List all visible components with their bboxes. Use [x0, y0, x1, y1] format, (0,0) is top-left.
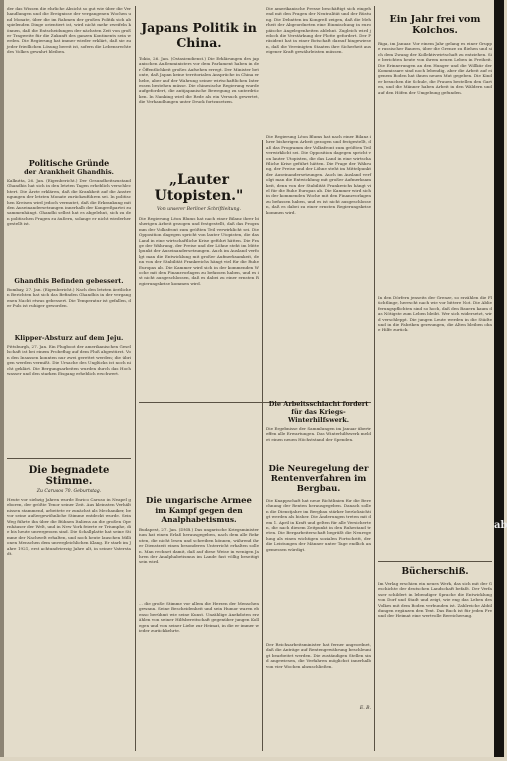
japan-headline: Japans Politik in China. — [141, 20, 257, 50]
winterhilfe-article: Die Ergebnisse der Sammlungen im Januar übertreffen alle Erwartungen. Das Winterhilfswerk meldet einen neuen Höchststand der Spenden. — [266, 426, 371, 442]
col3-article-top-cont: Die Regierung Léon Blums hat nach einer Bilanz ihrer bisherigen Arbeit gezogen und festgestellt, daß das Programm der Volksfront zum größten Teil verwirklicht sei. Die Opposition dagegen spricht von lauter Utopisten, die das Land in eine wirtschaftliche Krise geführt hätten. Die Frage der Währung, der Preise und der Löhne steht im Mittelpunkt der Auseinandersetzungen. Auch im Ausland verfolgt man die Entwicklung mit großer Aufmerksamkeit, denn von der Stabilität Frankreichs hängt viel für die Ruhe Europas ab. Die Kammer wird sich in der kommenden Woche mit den Finanzvorlagen zu befassen haben, und es ist nicht ausgeschlossen, daß es dabei zu einer ernsten Regierungskrise kommen wird. — [266, 134, 371, 215]
col4-divider — [378, 561, 492, 562]
col1-divider — [7, 458, 131, 459]
books-headline: Bücherschiß. — [401, 567, 469, 577]
right-page-edge — [494, 0, 507, 757]
bergbau-signature: E. B. — [359, 706, 371, 711]
col3-article-top: Die amerikanische Presse beschäftigt sich eingehend mit den Fragen der Neutralität und der Rüstung. Die Debatten im Kongreß zeigen, daß die Mehrheit der Abgeordneten eine Einmischung in europäische Angelegenheiten ablehnt. Zugleich wird jedoch die Verstärkung der Flotte gefordert. Der Präsident hat in einer Botschaft darauf hingewiesen, daß die Vereinigten Staaten ihre Sicherheit aus eigener Kraft gewährleisten müssen. — [266, 6, 371, 55]
kolchos-article: Riga, im Januar. Vor einem Jahr gelang es einer Gruppe russischer Bauern, über die Grenze zu fliehen und sich dem Zwang der Kollektivwirtschaft zu entziehen. Sie berichten heute von ihrem neuen Leben in Freiheit. Die Erinnerungen an den Hunger und die Willkür der Kommissare sind noch lebendig, aber die Arbeit auf eigenem Boden hat ihnen neuen Mut gegeben. Die Kinder besuchen die Schule, die Frauen bestellen den Garten, und die Männer haben Arbeit in den Wäldern und auf den Höfen der Umgebung gefunden. — [378, 41, 492, 95]
column-3 — [266, 6, 371, 754]
books-article: Im Verlag erschien ein neues Werk, das sich mit der Geschichte der deutschen Landschaft befaßt. Der Verfasser schildert in lebendiger Sprache die Entwicklung von Dorf und Stadt und zeigt, wie eng das Leben des Volkes mit dem Boden verbunden ist. Zahlreiche Abbildungen ergänzen den Text. Das Buch ist für jeden Freund der Heimat eine wertvolle Bereicherung. — [378, 581, 492, 619]
caruso-article: Heute vor siebzig Jahren wurde Enrico Caruso in Neapel geboren, der größte Tenor seiner Zeit. Aus kleinsten Verhältnissen stammend, arbeitete er zunächst als Mechaniker, bevor seine außergewöhnliche Stimme entdeckt wurde. Sein Weg führte ihn über die Bühnen Italiens an die großen Opernhäuser der Welt, und in New York feierte er Triumphe, die bis heute unvergessen sind. Die Schallplatte hat seine Stimme der Nachwelt erhalten, und noch heute lauschen Millionen Menschen dem unvergleichlichen Klang. Er starb im Jahre 1921, erst achtundvierzig Jahre alt, in seiner Vaterstadt. — [7, 497, 131, 557]
col1-article-3: Pittsburgh, 27. Jan. Ein Flugboot der amerikanischen Gesellschaft ist bei einem Probeflug auf dem Fluß abgestürzt. Von den Insassen konnten nur zwei gerettet werden; die übrigen werden vermißt. Die Ursache des Unglücks ist noch nicht geklärt. Die Bergungsarbeiten wurden durch das Hochwasser und den starken Eisgang erheblich erschwert. — [7, 344, 131, 377]
col1-headline-3: Klipper-Absturz auf dem Jeju. — [14, 334, 124, 342]
utopisten-headline: „Lauter Utopisten." — [154, 172, 244, 204]
caruso-continued: ... die große Stimme vor allem die Herzen der Menschen gewann. Seine Bescheidenheit und sein Humor waren ebenso berühmt wie seine Kunst. Unzählige Anekdoten erzählen von seiner Hilfsbereitschaft gegenüber jungen Kollegen und von seiner Liebe zur Heimat, in die er immer wieder zurückkehrte. — [139, 601, 259, 634]
col1-intro-text: der das Wissen die ehrliche Absicht so gut wie über die Verhandlungen und die Ereignisse der vergangenen Wochen und Monate, über die im Rahmen der großen Politik sich abspielenden Dinge orientiert ist, wird nicht mehr zweifeln können, daß die Entscheidungen der nächsten Zeit von großer Tragweite für die Zukunft des ganzen Kontinents sein werden. Die Regierung hat immer wieder erklärt, daß sie zu jeder friedlichen Lösung bereit ist, sofern die Lebensrechte des Volkes gewahrt bleiben. — [7, 6, 131, 55]
col1-headline-1-sub: der Arankheit Ghandhis. — [24, 168, 114, 176]
utopisten-article: Die Regierung Léon Blums hat nach einer Bilanz ihrer bisherigen Arbeit gezogen und festgestellt, daß das Programm der Volksfront zum größten Teil verwirklicht sei. Die Opposition dagegen spricht von lauter Utopisten, die das Land in eine wirtschaftliche Krise geführt hätten. Die Frage der Währung, der Preise und der Löhne steht im Mittelpunkt der Auseinandersetzungen. Auch im Ausland verfolgt man die Entwicklung mit großer Aufmerksamkeit, denn von der Stabilität Frankreichs hängt viel für die Ruhe Europas ab. Die Kammer wird sich in der kommenden Woche mit den Finanzvorlagen zu befassen haben, und es ist nicht ausgeschlossen, daß es dabei zu einer ernsten Regierungskrise kommen wird. — [139, 216, 259, 286]
hungary-headline: Die ungarische Armee — [146, 496, 252, 506]
column-2 — [139, 6, 259, 754]
caruso-subheadline: Zu Carusos 70. Geburtstag. — [36, 489, 102, 494]
japan-article: Tokio, 26. Jan. (Ostasiendienst.) Die Erklärungen des japanischen Außenministers vor dem Parlament haben in der Öffentlichkeit großes Aufsehen erregt. Der Minister betonte, daß Japan keine territorialen Ansprüche in China erhebe, aber auf der Wahrung seiner wirtschaftlichen Interessen bestehen müsse. Die chinesische Regierung wurde aufgefordert, die antijapanische Bewegung zu unterdrücken. In Nanking wird die Rede als ein Versuch gewertet, die Verhandlungen unter Druck fortzusetzen. — [139, 56, 259, 105]
caruso-headline: Die begnadete Stimme. — [28, 465, 110, 487]
bergbau-headline: Die Neuregelung der Rentenverfahren im Bergbau. — [268, 464, 369, 494]
winterhilfe-headline: Die Arbeitsschlacht fordert für das Kriegs-Winterhilfswerk. — [268, 400, 369, 424]
col1-article-1: Kalkutta, 26. Jan. (Eigenbericht.) Der Gesundheitszustand Ghandhis hat sich in den letzten Tagen erheblich verschlechtert. Die Ärzte erklären, daß die Krankheit auf die Anstrengungen der letzten Monate zurückzuführen sei. In politischen Kreisen wird jedoch vermutet, daß die Erkrankung mit den Auseinandersetzungen innerhalb der Kongreßpartei zusammenhängt. Ghandhi selbst hat es abgelehnt, sich zu den politischen Fragen zu äußern, solange er nicht wiederhergestellt ist. — [7, 178, 131, 227]
kolchos-article-cont: In den Dörfern jenseits der Grenze, so erzählen die Flüchtlinge, herrscht nach wie vor bittere Not. Die Ablieferungspflichten sind so hoch, daß den Bauern kaum das Nötigste zum Leben bleibt. Wer sich widersetzt, wird verschleppt. Die jungen Leute werden in die Städte und in die Fabriken gezwungen, die Alten bleiben ohne Hilfe zurück. — [378, 295, 492, 333]
column-4 — [378, 6, 492, 754]
hungary-subheadline: im Kampf gegen den Analphabetismus. — [155, 506, 243, 524]
bergbau-article-cont: Der Reichsarbeitsminister hat ferner angeordnet, daß die Anträge auf Rentengewährung beschleunigt bearbeitet werden. Die zuständigen Stellen sind angewiesen, die Verfahren möglichst innerhalb von vier Wochen abzuschließen. — [266, 642, 371, 669]
col1-article-2: Bombay, 27. Jan. (Eigenbericht.) Nach den letzten ärztlichen Berichten hat sich das Befinden Ghandhis in der vergangenen Nacht etwas gebessert. Die Temperatur ist gefallen, der Puls ist ruhiger geworden. — [7, 287, 131, 309]
col1-headline-1: Politische Gründe — [28, 158, 110, 168]
column-1 — [7, 6, 131, 754]
column-rule-2 — [262, 140, 263, 751]
column-rule-1 — [135, 6, 136, 751]
left-page-edge — [0, 0, 4, 757]
column-rule-3 — [374, 6, 375, 751]
right-edge-fragment: ab — [494, 520, 507, 531]
bergbau-article: Die Knappschaft hat neue Richtlinien für die Berechnung der Renten herausgegeben. Danach sollen die Dienstjahre im Bergbau stärker berücksichtigt werden als bisher. Die Änderungen treten mit dem 1. April in Kraft und gelten für alle Versicherten, die nach diesem Zeitpunkt in den Ruhestand treten. Die Bergarbeiterschaft begrüßt die Neuregelung als einen wichtigen sozialen Fortschritt, der die Leistungen der Männer unter Tage endlich angemessen würdigt. — [266, 498, 371, 552]
hungary-article: Budapest, 27. Jan. (DNB.) Das ungarische Kriegsministerium hat einen Erlaß herausgegeben, nach dem alle Rekruten, die nicht lesen und schreiben können, während ihrer Dienstzeit einen besonderen Unterricht erhalten sollen. Man rechnet damit, daß auf diese Weise in wenigen Jahren der Analphabetismus im Lande fast völlig beseitigt sein wird. — [139, 527, 259, 565]
col1-headline-2: Ghandhis Befinden gebessert. — [14, 277, 124, 285]
kolchos-headline: Ein Jahr frei vom Kolchos. — [389, 14, 481, 36]
utopisten-byline: Von unserer Berliner Schriftleitung. — [157, 207, 241, 212]
